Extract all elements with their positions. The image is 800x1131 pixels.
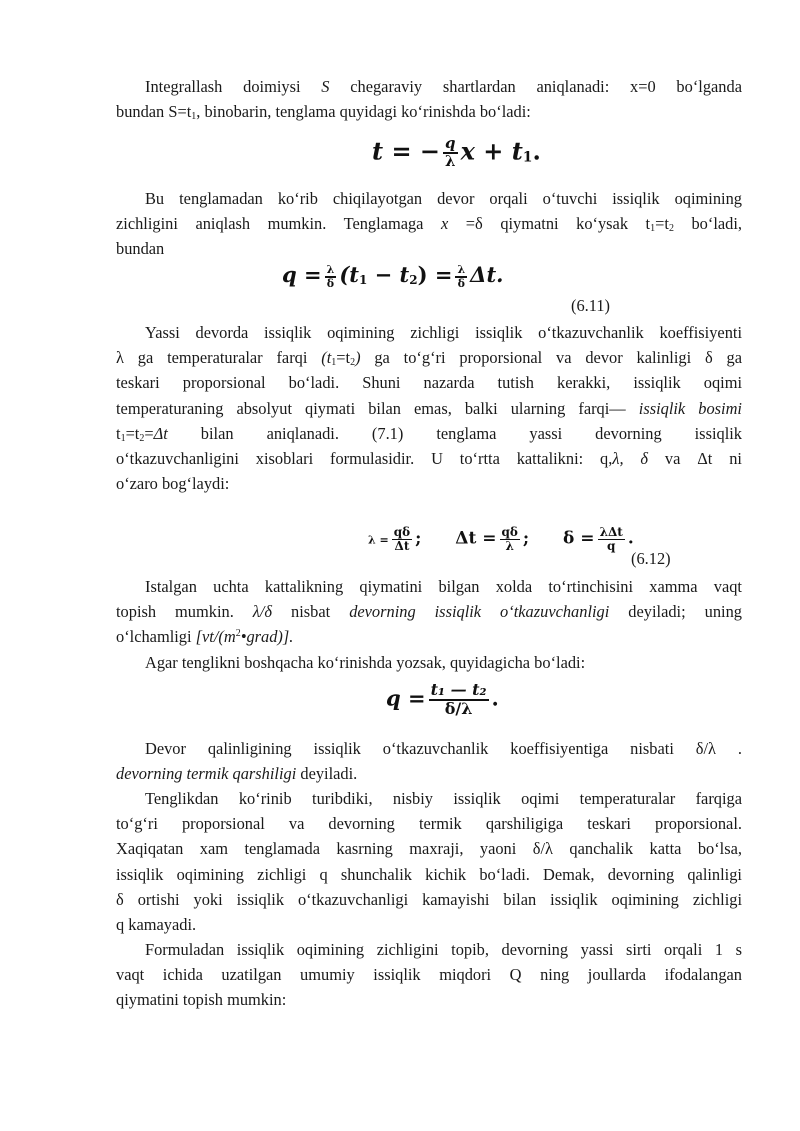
equation-number-6-12: (6.12) xyxy=(631,549,671,568)
equation-number-6-11: (6.11) xyxy=(571,296,610,315)
formula-thermal-resistance: q = $\frac{\text{t₁ — t₂}}{\delta/\lambda}$ . xyxy=(386,680,499,718)
paragraph-flat-wall: Yassi devorda issiqlik oqimining zichligi issiqlik o‘tkazuvchanlik koeffisiyenti λ ga temperaturalar farqi $(t_1=t_2)$ ga to‘g‘ri proporsional va devor kalinligi δ ga teskari proporsional bo‘ladi. Shuni nazarda tutish kerakki, issiqlik oqimi temperaturaning absolyut qiymati bilan emas, balki ularning farqi— issiqlik bosimi $t_1=t_2=\Delta t$ bilan aniqlanadi. (7.1) tenglama yassi devorning issiqlik o‘tkazuvchanligini xisoblari formulasidir. U to‘rtta kattalikni: q,λ, δ va Δt ni o‘zaro bog‘laydi: xyxy=(116,323,742,494)
paragraph-conductance: Istalgan uchta kattalikning qiymatini bilgan xolda to‘rtinchisini xamma vaqt topish mumkin. λ/δ nisbat devorning issiqlik o‘tkazuvchanligi deyiladi; uning o‘lchamligi $[vt/(m^2•grad)]$. xyxy=(116,577,742,647)
paragraph-alternative-form: Agar tenglikni boshqacha ko‘rinishda yozsak, quyidagicha bo‘ladi: xyxy=(145,653,586,672)
formula-relations: λ = $\frac{q\delta}{\Delta t}$ ; Δt = $\frac{q\delta}{\lambda}$ ; δ = $\frac{\text{λΔt}}{q}$ . xyxy=(368,525,634,553)
paragraph-heat-flux: Bu tenglamadan ko‘rib chiqilayotgan devor orqali o‘tuvchi issiqlik oqimining zichligini aniqlash mumkin. Tenglamaga x =δ qiymatni ko‘ysak $t_1=t_2$ bo‘ladi, bundan xyxy=(116,189,743,259)
paragraph-thermal-resistance: Devor qalinligining issiqlik o‘tkazuvchanlik koeffisiyentiga nisbati δ/λ . devorning termik qarshiligi deyiladi. xyxy=(116,739,742,784)
paragraph-integration-constant: Integrallash doimiysi S chegaraviy shartlardan aniqlanadi: x=0 bo‘lganda bundan $S=t_1$, binobarin, tenglama quyidagi ko‘rinishda bo‘ladi: xyxy=(116,77,742,123)
paragraph-total-heat: Formuladan issiqlik oqimining zichligini topib, devorning yassi sirti orqali 1 s vaqt ichida uzatilgan umumiy issiqlik miqdori Q ning joullarda ifodalangan qiymatini topish mumkin: xyxy=(116,940,742,1010)
formula-temperature: t = − $\frac{q}{\lambda}$ $x + t_1$. xyxy=(372,134,541,170)
paragraph-proportionality: Tenglikdan ko‘rinib turibdiki, nisbiy issiqlik oqimi temperaturalar farqiga to‘g‘ri proporsional va devorning termik qarshiligiga teskari proporsional. Xaqiqatan xam tenglamada kasrning maxraji, yaoni δ/λ qanchalik katta bo‘lsa, issiqlik oqimining zichligi q shunchalik kichik bo‘ladi. Demak, devorning qalinligi δ ortishi yoki issiqlik o‘tkazuvchanligi kamayishi bilan issiqlik oqimining zichligi q kamayadi. xyxy=(116,789,742,935)
formula-heat-flux: q = $\frac{\lambda}{\delta}$ $(t_1 - t_2)$ = $\frac{\lambda}{\delta}$ Δt. xyxy=(282,262,504,290)
